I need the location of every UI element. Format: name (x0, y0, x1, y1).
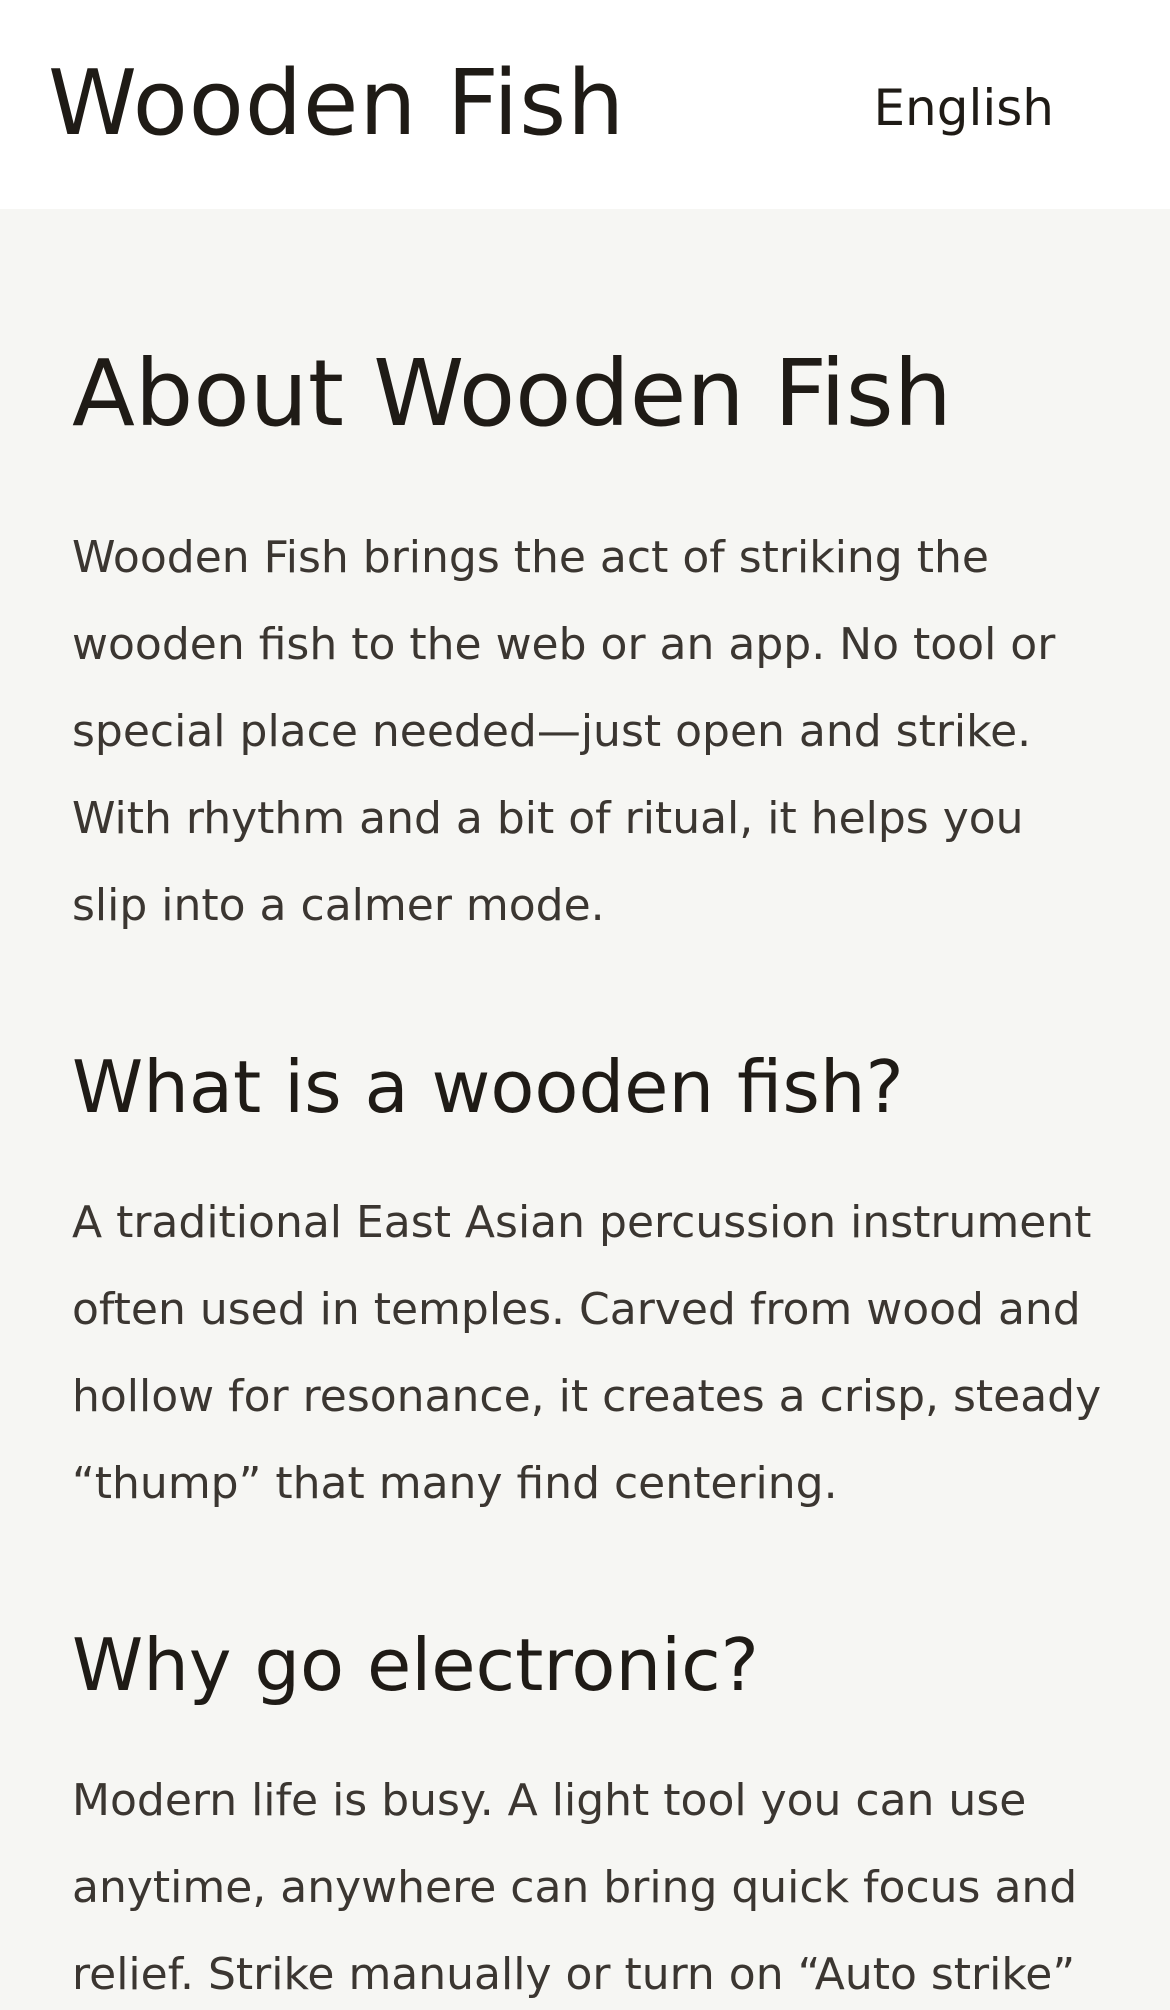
intro-paragraph: Wooden Fish brings the act of striking the wooden fish to the web or an app. No tool or special place needed—just open and strike. With rhythm and a bit of ritual, it helps you slip into a calmer mode. (72, 532, 1056, 931)
section-heading-why-electronic: Why go electronic? (72, 1623, 759, 1707)
section-body-what-is: A traditional East Asian percussion instrument often used in temples. Carved from wood and hollow for resonance, it creates a crisp, steady “thump” that many find centering. (72, 1197, 1102, 1509)
language-selector[interactable]: English (873, 79, 1054, 137)
site-title-link[interactable]: Wooden Fish (48, 51, 626, 156)
site-header (0, 0, 1170, 209)
section-body-why-electronic: Modern life is busy. A light tool you can use anytime, anywhere can bring quick focus and relief. Strike manually or turn on “Auto strike” (72, 1775, 1078, 2000)
page-title: About Wooden Fish (72, 340, 952, 447)
section-heading-what-is: What is a wooden fish? (72, 1045, 904, 1129)
main-content (72, 209, 1102, 2010)
